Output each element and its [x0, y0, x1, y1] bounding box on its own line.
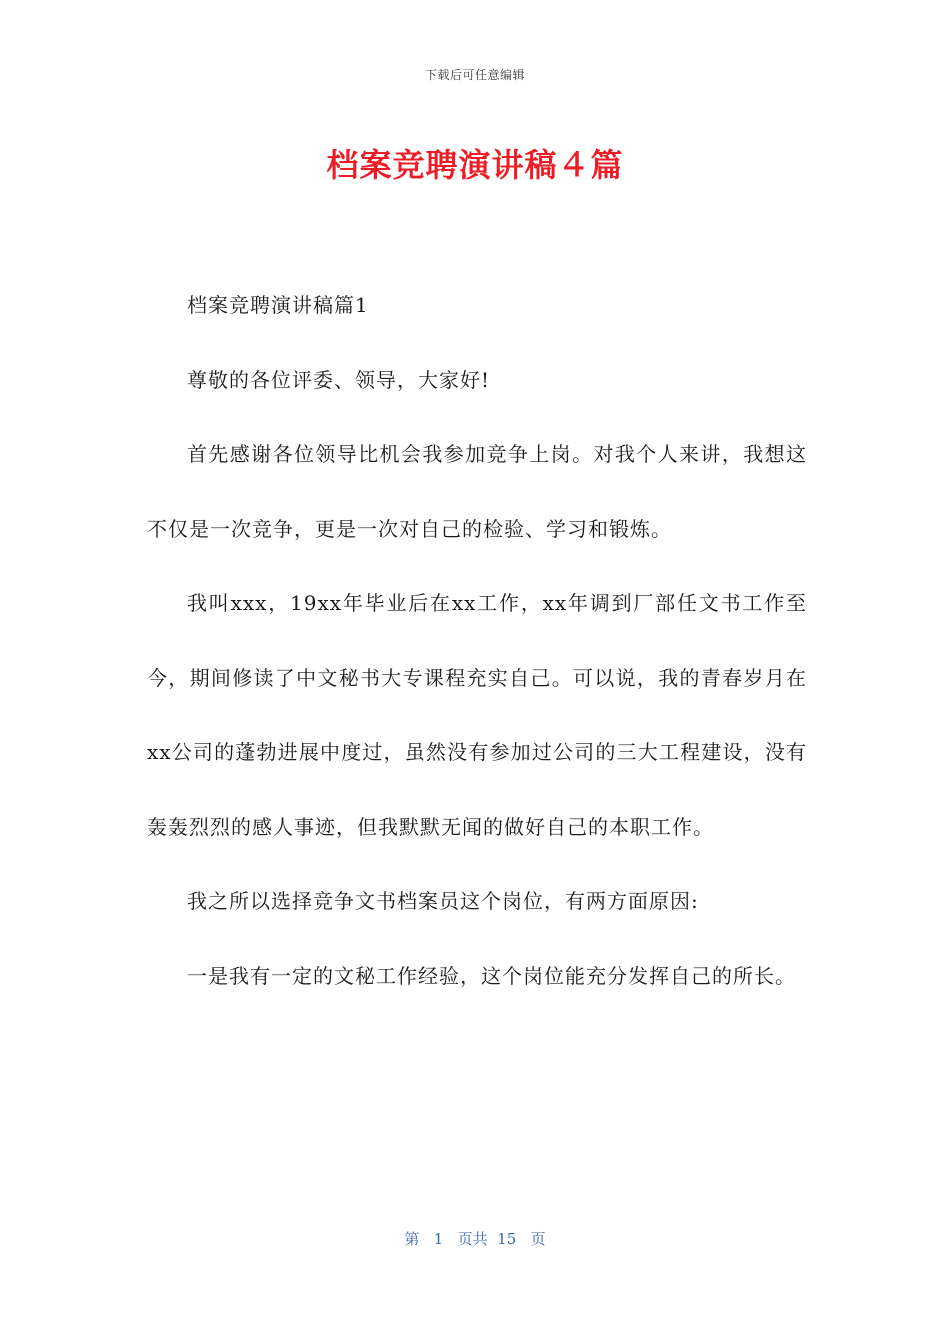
body-paragraph: 一是我有一定的文秘工作经验，这个岗位能充分发挥自己的所长。: [187, 963, 796, 988]
body-paragraph: 首先感谢各位领导比机会我参加竞争上岗。对我个人来讲，我想这不仅是一次竞争，更是一次对自己的检验、学习和锻炼。: [147, 442, 807, 541]
document-title: 档案竞聘演讲稿４篇: [326, 146, 624, 184]
section-heading: 档案竞聘演讲稿篇1: [187, 293, 369, 317]
page-suffix: 页: [530, 1230, 546, 1248]
page-prefix: 第: [404, 1230, 420, 1248]
page-mid: 页共: [457, 1230, 488, 1248]
page-footer: [0, 1228, 950, 1249]
body-paragraph: 我叫xxx，19xx年毕业后在xx工作，xx年调到厂部任文书工作至今，期间修读了中文秘书大专课程充实自己。可以说，我的青春岁月在xx公司的蓬勃进展中度过，虽然没有参加过公司的三大工程建设，没有轰轰烈烈的感人事迹，但我默默无闻的做好自己的本职工作。: [147, 591, 807, 839]
body-paragraph: 我之所以选择竞争文书档案员这个岗位，有两方面原因:: [187, 889, 699, 913]
header-note: 下载后可任意编辑: [424, 68, 525, 82]
greeting-paragraph: 尊敬的各位评委、领导，大家好!: [187, 367, 491, 392]
total-pages-number: 15: [497, 1230, 517, 1248]
document-body: [147, 268, 807, 1013]
current-page-number: 1: [433, 1230, 444, 1248]
